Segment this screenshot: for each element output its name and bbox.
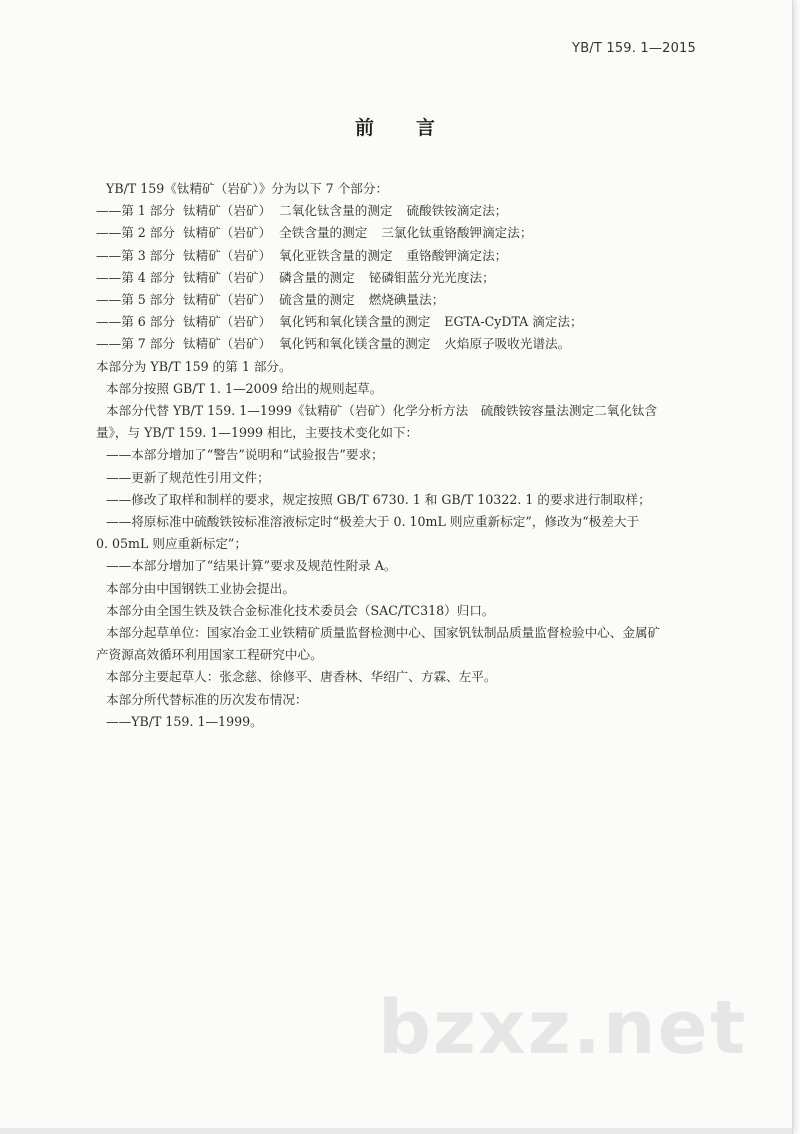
part-list-item <box>96 267 708 289</box>
managed-by-statement: 本部分由全国生铁及铁合金标准化技术委员会（SAC/TC318）归口。 <box>106 602 495 618</box>
part-subject: 钛精矿（岩矿） <box>183 336 272 352</box>
part-list-item <box>96 222 708 244</box>
part-prefix: ——第 5 部分 <box>96 292 175 308</box>
part-prefix: ——第 7 部分 <box>96 336 175 352</box>
part-subject: 钛精矿（岩矿） <box>183 247 272 263</box>
intro-paragraph: YB/T 159《钛精矿（岩矿）》分为以下 7 个部分： <box>106 181 389 196</box>
part-method: 火焰原子吸收光谱法。 <box>444 336 571 352</box>
part-method: 燃烧碘量法； <box>368 292 445 308</box>
drafters-statement: 本部分主要起草人：张念慈、徐修平、唐香林、华绍广、方霖、左平。 <box>106 669 497 685</box>
change-item: ——修改了取样和制样的要求，规定按照 GB/T 6730. 1 和 GB/T 10322. 1 的要求进行制取样； <box>106 491 651 507</box>
part-subject: 钛精矿（岩矿） <box>183 314 272 330</box>
part-subject: 钛精矿（岩矿） <box>183 292 272 308</box>
change-item: ——本部分增加了“结果计算”要求及规范性附录 A。 <box>106 558 397 574</box>
drafting-units-line-2: 产资源高效循环利用国家工程研究中心。 <box>96 647 323 663</box>
document-body <box>96 178 708 733</box>
watermark-logo: bzxz.net <box>378 985 748 1071</box>
proposed-by-statement: 本部分由中国钢铁工业协会提出。 <box>106 580 295 596</box>
drafting-rules-statement: 本部分按照 GB/T 1. 1—2009 给出的规则起草。 <box>106 380 383 396</box>
part-item: 氧化钙和氧化镁含量的测定 <box>279 336 431 352</box>
history-item: ——YB/T 159. 1—1999。 <box>106 713 263 729</box>
part-list-item <box>96 333 708 355</box>
history-statement: 本部分所代替标准的历次发布情况： <box>106 691 308 707</box>
part-method: 三氯化钛重铬酸钾滴定法； <box>381 225 533 241</box>
part-statement: 本部分为 YB/T 159 的第 1 部分。 <box>96 358 292 374</box>
change-item: ——更新了规范性引用文件； <box>106 469 270 485</box>
part-prefix: ——第 1 部分 <box>96 203 175 219</box>
part-item: 磷含量的测定 <box>279 269 355 285</box>
part-method: 铋磷钼蓝分光光度法； <box>368 269 495 285</box>
standard-code: YB/T 159. 1—2015 <box>572 41 696 56</box>
part-prefix: ——第 6 部分 <box>96 314 175 330</box>
part-item: 氧化亚铁含量的测定 <box>279 247 393 263</box>
page-title <box>0 113 792 140</box>
part-prefix: ——第 3 部分 <box>96 247 175 263</box>
part-list-item <box>96 289 708 311</box>
part-method: 重铬酸钾滴定法； <box>406 247 508 263</box>
replacement-statement-line-1: 本部分代替 YB/T 159. 1—1999《钛精矿（岩矿）化学分析方法 硫酸铁铵容量法测定二氧化钛含 <box>106 403 658 419</box>
part-method: 硫酸铁铵滴定法； <box>406 203 508 219</box>
change-item: ——本部分增加了“警告”说明和“试验报告”要求； <box>106 447 384 463</box>
part-prefix: ——第 2 部分 <box>96 225 175 241</box>
part-method: EGTA-CyDTA 滴定法； <box>444 314 583 330</box>
part-list-item <box>96 200 708 222</box>
part-item: 硫含量的测定 <box>279 292 355 308</box>
change-item-line-2: 0. 05mL 则应重新标定”； <box>96 536 247 552</box>
part-subject: 钛精矿（岩矿） <box>183 203 272 219</box>
part-list-item <box>96 245 708 267</box>
replacement-statement-line-2: 量》，与 YB/T 159. 1—1999 相比，主要技术变化如下： <box>96 425 419 441</box>
title-char-2: 言 <box>416 117 438 139</box>
change-item-line-1: ——将原标准中硫酸铁铵标准溶液标定时“极差大于 0. 10mL 则应重新标定”，修改为“极差大于 <box>106 514 640 530</box>
part-list-item <box>96 311 708 333</box>
part-item: 氧化钙和氧化镁含量的测定 <box>279 314 431 330</box>
part-item: 二氧化钛含量的测定 <box>279 203 393 219</box>
part-subject: 钛精矿（岩矿） <box>183 269 272 285</box>
title-char-1: 前 <box>354 117 376 139</box>
part-prefix: ——第 4 部分 <box>96 269 175 285</box>
part-item: 全铁含量的测定 <box>279 225 368 241</box>
part-subject: 钛精矿（岩矿） <box>183 225 272 241</box>
drafting-units-line-1: 本部分起草单位：国家冶金工业铁精矿质量监督检测中心、国家钒钛制品质量监督检验中心、金属矿 <box>106 625 661 641</box>
